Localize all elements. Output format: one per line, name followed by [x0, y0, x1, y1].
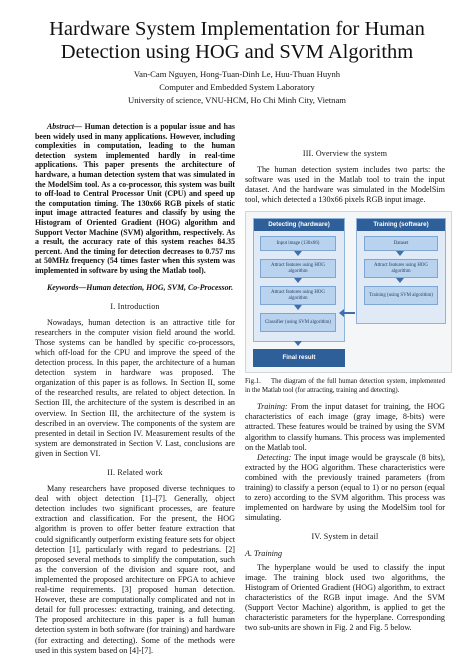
training-text: From the input dataset for training, the HOG characteristics of each image (gray image, 8-bits) were attracted. These features would be trained by using the SVM algorithm to classify humans. This process was implemented on the Matlab tool.: [245, 402, 445, 452]
step-dataset: Dataset: [364, 236, 438, 251]
lab-name: Computer and Embedded System Laboratory: [159, 82, 315, 92]
step-input-image: Input image (130x66): [260, 236, 336, 251]
detecting-label: Detecting:: [257, 452, 292, 462]
detecting-text: The input image would be grayscale (8 bits), extracted by the HOG algorithm. These characteristics were combined with the previously trained parameters (from training) to classify a person (equal to 1) or no person (equal to zero) according to the SVM algorithm. This process was implemented on hardware by using the ModelSim tool for simulating.: [245, 452, 445, 523]
figure-1-label: Fig.1.: [245, 378, 261, 386]
arrow-down-icon: [294, 305, 302, 310]
university-name: University of science, VNU-HCM, Ho Chi Minh City, Vietnam: [128, 95, 346, 105]
right-column: [245, 122, 445, 633]
section-1-title: I. Introduction: [110, 301, 160, 311]
arrow-down-icon: [294, 341, 302, 346]
detecting-paragraph: [245, 453, 445, 524]
abstract-text: Human detection is a popular issue and has been widely used in many applications. However, including complexities in computation, leading to the human detection system implemented hardly in real-time applications. This paper presents the architecture of hardware, a human detection system that was simulated in the ModelSim tool. As a co-processor, this system was built to off-load to Central Processor Unit (CPU) and speed up the computation timing. The 130x66 RGB pixels of static input image attracted features and classify by using the Histogram of Oriented Gradient (HOG) algorithm and Support Vector Machine (SVM) algorithm, respectively. As a result, the accuracy rate of this system reaches 84.35 percent. And the timing for detection decreases to 0.757 ms at 50MHz frequency (54 times faster when this system was implemented in software by using the Matlab tool).: [35, 122, 235, 275]
abstract: [35, 122, 235, 276]
left-column: [35, 122, 235, 656]
section-4a-title: A. Training: [245, 548, 283, 558]
arrow-down-icon: [396, 251, 404, 256]
final-result: Final result: [253, 349, 345, 367]
keywords-label: Keywords—: [47, 282, 87, 292]
training-header: Training (software): [357, 219, 445, 231]
training-label: Training:: [257, 402, 288, 412]
arrow-down-icon: [294, 278, 302, 283]
author-block: [0, 68, 474, 107]
section-3-paragraph: The human detection system includes two parts: the software was used in the Matlab tool to train the input dataset. And the hardware was simulated in the ModelSim tool, which detected a 130x66 pixels RGB input image.: [245, 165, 445, 205]
keywords-text: Human detection, HOG, SVM, Co-Processor.: [86, 282, 234, 292]
author-names: Van-Cam Nguyen, Hong-Tuan-Dinh Le, Huu-Thuan Huynh: [133, 69, 341, 79]
step-extract-features-2: Attract features using HOG algorithm: [260, 286, 336, 305]
arrow-down-icon: [396, 278, 404, 283]
figure-1-diagram: [245, 211, 452, 373]
figure-1-caption: [245, 378, 445, 395]
step-training: Training (using SVM algorithm): [364, 286, 438, 305]
step-extract-features-1: Attract features using HOG algorithm: [260, 259, 336, 278]
section-2-title: II. Related work: [107, 468, 163, 477]
detecting-header: Detecting (hardware): [254, 219, 344, 231]
section-2-paragraph: Many researchers have proposed diverse techniques to deal with object detection [1]–[7]. Generally, object detection includes two significant processes, are feature extraction and classification. For the present, the HOG algorithm is proven to offer better feature extraction that could significantly outperform existing feature sets for object detection [1], particularly with regard to pedestrians. [2] proposed several methods to simplify the computation, such as the conversion of the division and square root, and implemented the proposed architecture on FPGA to achieve real-time requirements. [3] proposed human detection. However, these are computationally complicated and not in detail for full processes: extracting, training, and detecting. The proposed architecture in this paper is a full human detection system in both software (for training) and hardware (for extracting and detecting). Some of the methods were used in this system based on [4]-[7].: [35, 484, 235, 655]
step-train-extract-features: Attract features using HOG algorithm: [364, 259, 438, 278]
paper-title: [0, 18, 474, 64]
step-classifier: Classifier (using SVM algorithm): [260, 313, 336, 332]
section-4a-paragraph: The hyperplane would be used to classify the input image. The training block used two algorithms, the Histogram of Oriented Gradient (HOG) algorithm, to extract characteristics of the RGB input image. And the SVM (Support Vector Machine) algorithm, is applied to get the characteristic parameters for the hyperplane. Corresponding two sub-units are shown in Fig. 2 and Fig. 5 below.: [245, 562, 445, 633]
section-4-title: IV. System in detail: [311, 532, 379, 542]
section-1-paragraph: Nowadays, human detection is an attractive title for researchers in the computer vision field around the world. Those systems can be handled by specific co-processors, which off-load for the CPU and improve the speed of the detection process. In this paper, the architecture of a human detection system in hardware was proposed. The organization of this paper is as follows. In Section II, some of the researched results, are related to object detection. In Section III, the architecture of the system is described in an overview. In Section III, the architecture of the system is described in an overview. The components of the system are presented in detail in Section IV. Measurement results of the system are demonstrated in Section V. Last, conclusions are given in Section VI.: [35, 317, 235, 458]
title-line-2: Detection using HOG and SVM Algorithm: [60, 41, 414, 63]
arrow-down-icon: [294, 251, 302, 256]
training-paragraph: [245, 402, 445, 452]
figure-1-caption-text: The diagram of the full human detection system, implemented in the Matlab tool (for attracting, training and detecting).: [245, 378, 445, 394]
abstract-label: Abstract—: [47, 122, 82, 131]
section-3-title: III. Overview the system: [302, 149, 388, 158]
keywords: [35, 283, 235, 293]
title-line-1: Hardware System Implementation for Human: [49, 18, 425, 40]
